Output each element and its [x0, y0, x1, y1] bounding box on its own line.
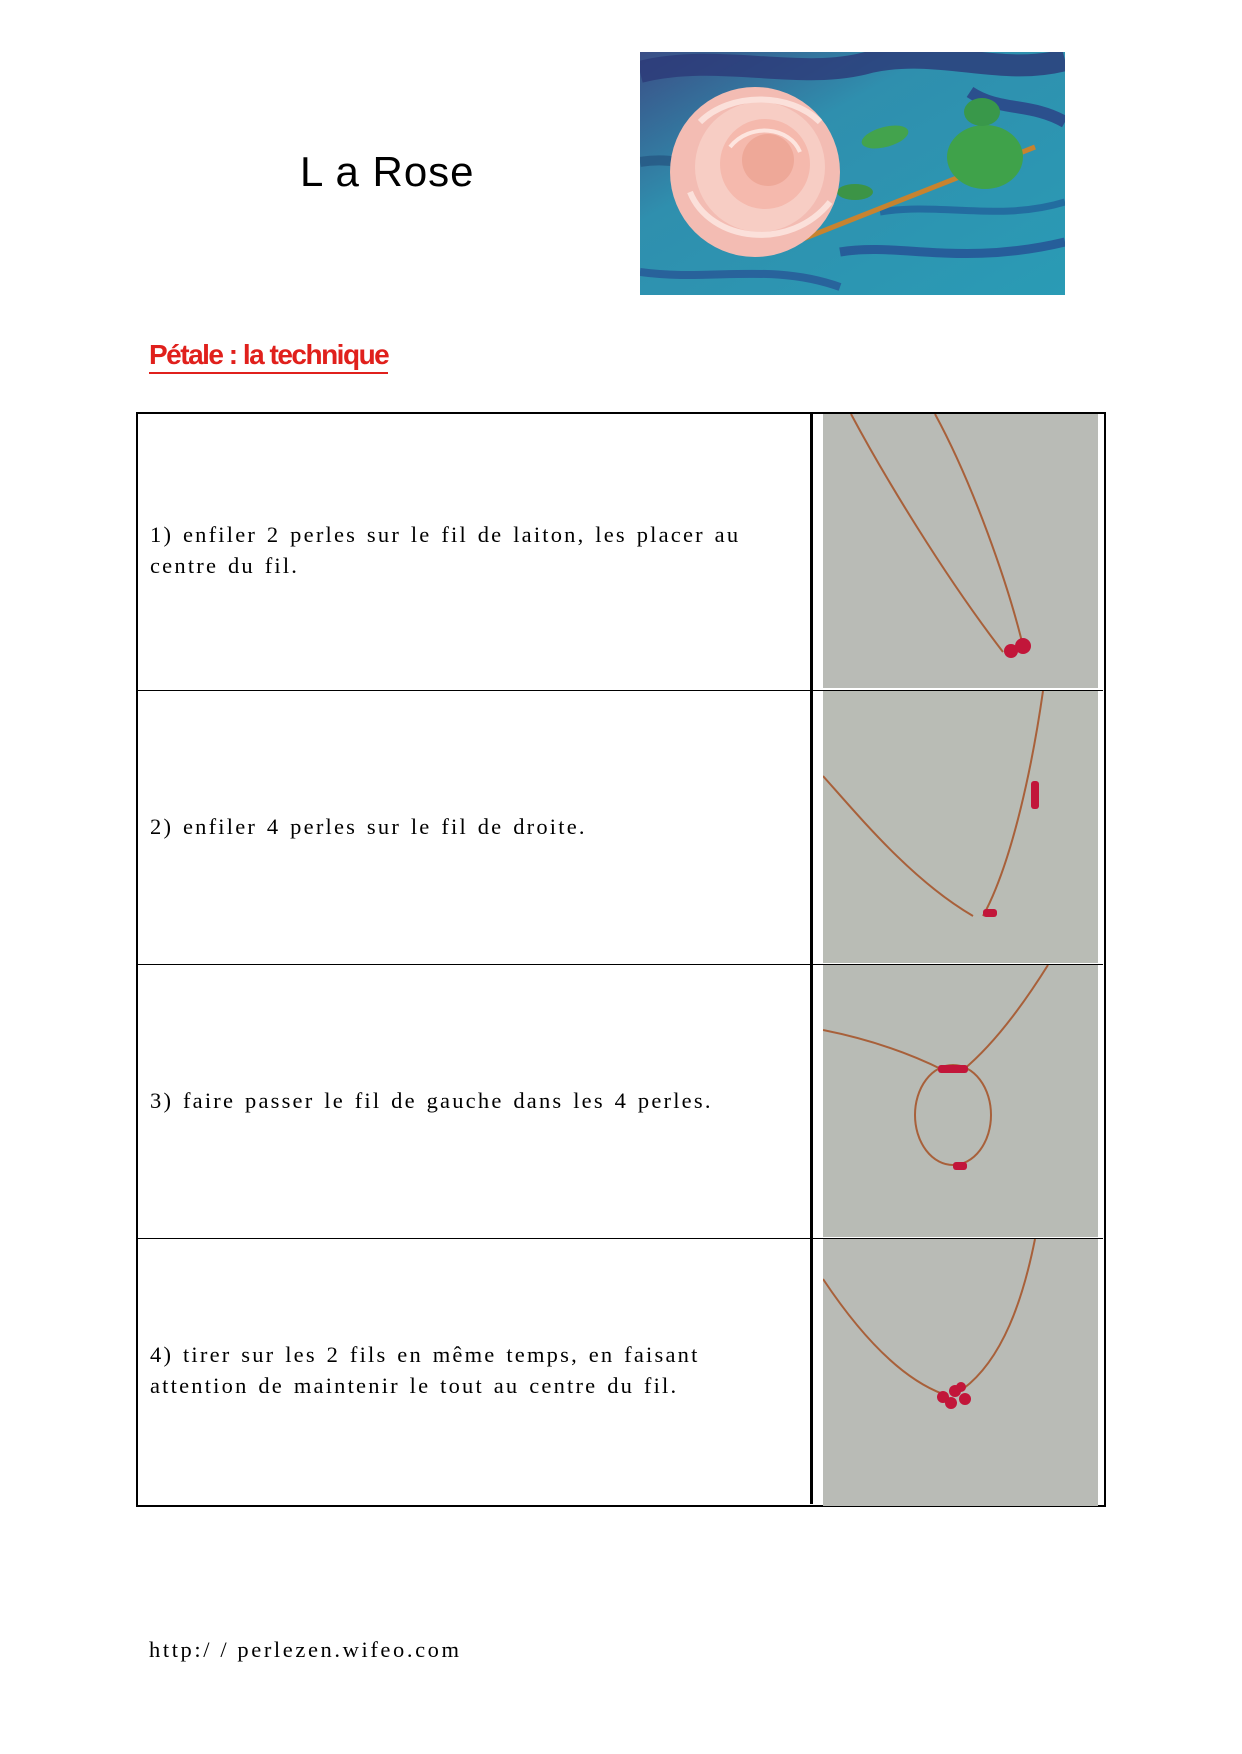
step-text-4 — [150, 1339, 790, 1401]
rose-photo — [640, 52, 1065, 295]
step-4-line-2: attention de maintenir le tout au centre du fil. — [150, 1373, 679, 1398]
step-row-3 — [138, 965, 1103, 1239]
step-2-photo — [823, 691, 1098, 963]
footer-url[interactable]: http:/ / perlezen.wifeo.com — [149, 1637, 462, 1662]
step-4-photo — [823, 1239, 1098, 1506]
section-heading: Pétale : la technique — [149, 338, 388, 374]
step-text-2 — [150, 811, 790, 842]
step-4-line-1: 4) tirer sur les 2 fils en même temps, en faisant — [150, 1342, 700, 1367]
step-text-3 — [150, 1085, 790, 1116]
step-row-1 — [138, 414, 1103, 691]
step-row-2 — [138, 691, 1103, 965]
step-1-line-2: centre du fil. — [150, 553, 300, 578]
step-text-1 — [150, 519, 790, 581]
step-1-photo — [823, 414, 1098, 688]
step-1-line-1: 1) enfiler 2 perles sur le fil de laiton, les placer au — [150, 522, 741, 547]
step-row-4 — [138, 1239, 1103, 1505]
step-3-photo — [823, 965, 1098, 1237]
step-2-line-1: 2) enfiler 4 perles sur le fil de droite. — [150, 814, 587, 839]
document-title: L a Rose — [300, 148, 475, 195]
step-3-line-1: 3) faire passer le fil de gauche dans les 4 perles. — [150, 1088, 713, 1113]
steps-table — [136, 412, 1106, 1507]
